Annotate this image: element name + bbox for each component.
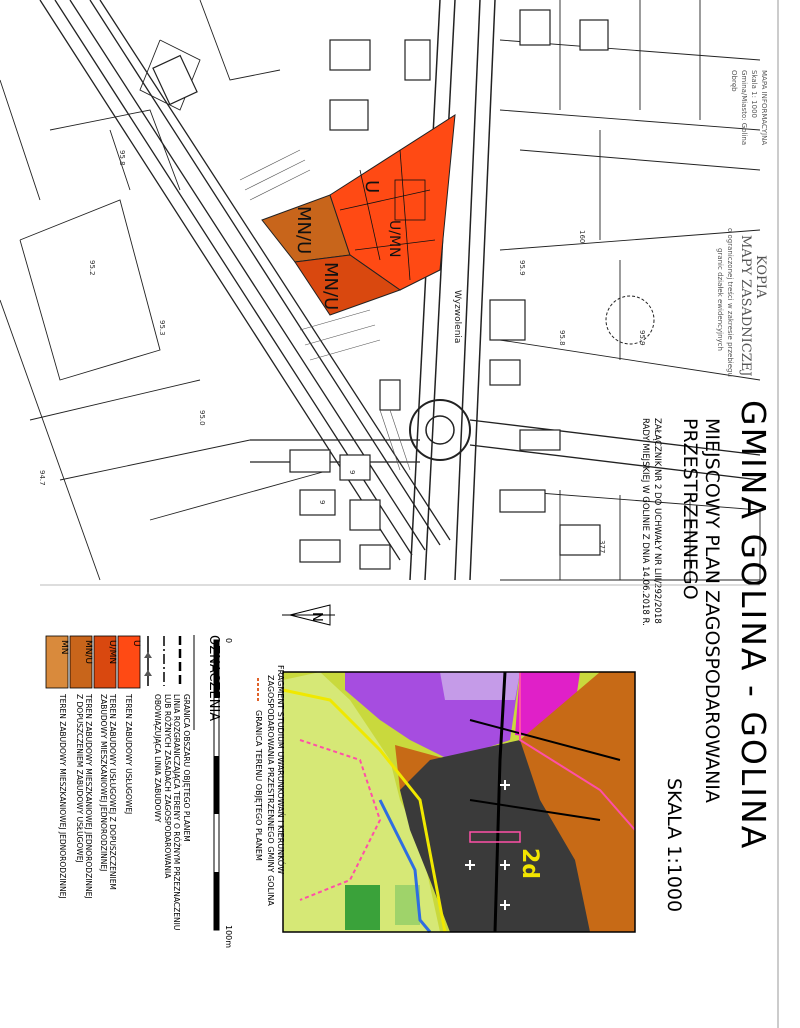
legend-item-1a: LINIA ROZGRANICZAJĄCA TERENY O RÓŻNYM PRZEZNACZENIU [172, 694, 181, 931]
stamp-map-name: MAPY ZASADNICZEJ [738, 235, 753, 377]
study-boundary-label: GRANICA TERENU OBJĘTEGO PLANEM [254, 710, 263, 861]
stamp-small2: Skala 1: 1000 [750, 70, 758, 118]
svg-text:95.0: 95.0 [198, 410, 206, 426]
zone-label-mnu-upper: MN/U [293, 206, 314, 255]
svg-text:94.7: 94.7 [38, 470, 46, 486]
svg-text:95.9: 95.9 [518, 260, 526, 276]
legend-item-1b: LUB RÓŻNYCH ZASADACH ZAGOSPODAROWANIA [163, 694, 172, 879]
north-label: N [309, 612, 324, 622]
svg-text:95.8: 95.8 [558, 330, 566, 346]
plan-line1: MIEJSCOWY PLAN ZAGOSPODAROWANIA [701, 418, 723, 803]
legend-symbol-u: U [131, 640, 141, 647]
legend-item-4a: TEREN ZABUDOWY USŁUGOWEJ Z DOPUSZCZENIEM [108, 694, 117, 890]
stamp-small3: Gmina/Miasto: Golina [740, 70, 748, 146]
scalebar-end: 100m [224, 925, 233, 949]
svg-text:377: 377 [598, 540, 606, 554]
plan-line2: PRZESTRZENNEGO [679, 418, 701, 600]
svg-text:95.9: 95.9 [638, 330, 646, 346]
study-area-label: 2d [517, 848, 542, 880]
legend-item-2: OBOWIĄZUJĄCA LINIA ZABUDOWY [153, 694, 162, 823]
attachment-line1: ZAŁĄCZNIK NR 2 DO UCHWAŁY NR LIII/292/2018 [652, 418, 662, 624]
stamp-line1: o ograniczonej treści w zakresie przebiegu [726, 228, 734, 377]
study-caption2: ZAGOSPODAROWANIA PRZESTRZENNEGO GMINY GOLINA [266, 675, 275, 906]
svg-text:9: 9 [318, 500, 326, 505]
legend-heading: OZNACZENIA [206, 635, 221, 722]
legend-symbol-unmn: U/MN [107, 640, 117, 665]
street-name: Wyzwolenia [452, 290, 462, 344]
svg-text:95.3: 95.3 [158, 320, 166, 336]
legend-item-3: TEREN ZABUDOWY USŁUGOWEJ [124, 694, 133, 815]
attachment-line2: RADY MIEJSKIEJ W GOLINIE Z DNIA 14.06.2018 R. [640, 418, 650, 626]
sheet-title: GMINA GOLINA - GOLINA [734, 400, 773, 851]
svg-text:95.8: 95.8 [118, 150, 126, 166]
svg-text:160: 160 [578, 230, 586, 244]
legend-item-0: GRANICA OBSZARU OBJĘTEGO PLANEM [182, 694, 191, 842]
svg-text:95.2: 95.2 [88, 260, 96, 276]
legend-item-5b: Z DOPUSZCZENIEM ZABUDOWY USŁUGOWEJ [75, 694, 84, 863]
stamp-small1: MAPA INFORMACYJNA [760, 70, 768, 146]
stamp-line2: granic działek ewidencyjnych [716, 248, 724, 351]
study-caption1: FRAGMENT STUDIUM UWARUNKOWAŃ I KIERUNKÓW [276, 665, 285, 875]
svg-text:9: 9 [348, 470, 356, 475]
legend-symbol-mn: MN [59, 640, 69, 655]
plan-scale: SKALA 1:1000 [663, 778, 685, 913]
legend-item-4b: ZABUDOWY MIESZKANIOWEJ JEDNORODZINNEJ [99, 694, 108, 872]
legend-symbol-mnu: MN/U [83, 640, 93, 665]
scalebar-start: 0 [224, 638, 233, 644]
legend-item-6: TEREN ZABUDOWY MIESZKANIOWEJ JEDNORODZINNEJ [58, 694, 67, 899]
zone-label-mnu-lower: MN/U [320, 262, 341, 311]
zone-label-u: U [361, 180, 382, 194]
zone-label-unmn: U/MN [386, 220, 402, 258]
study-fragment [283, 672, 635, 932]
stamp-copy: KOPIA [753, 255, 768, 299]
stamp-small4: Obręb [730, 70, 738, 92]
legend-item-5a: TEREN ZABUDOWY MIESZKANIOWEJ JEDNORODZINNEJ [84, 694, 93, 899]
